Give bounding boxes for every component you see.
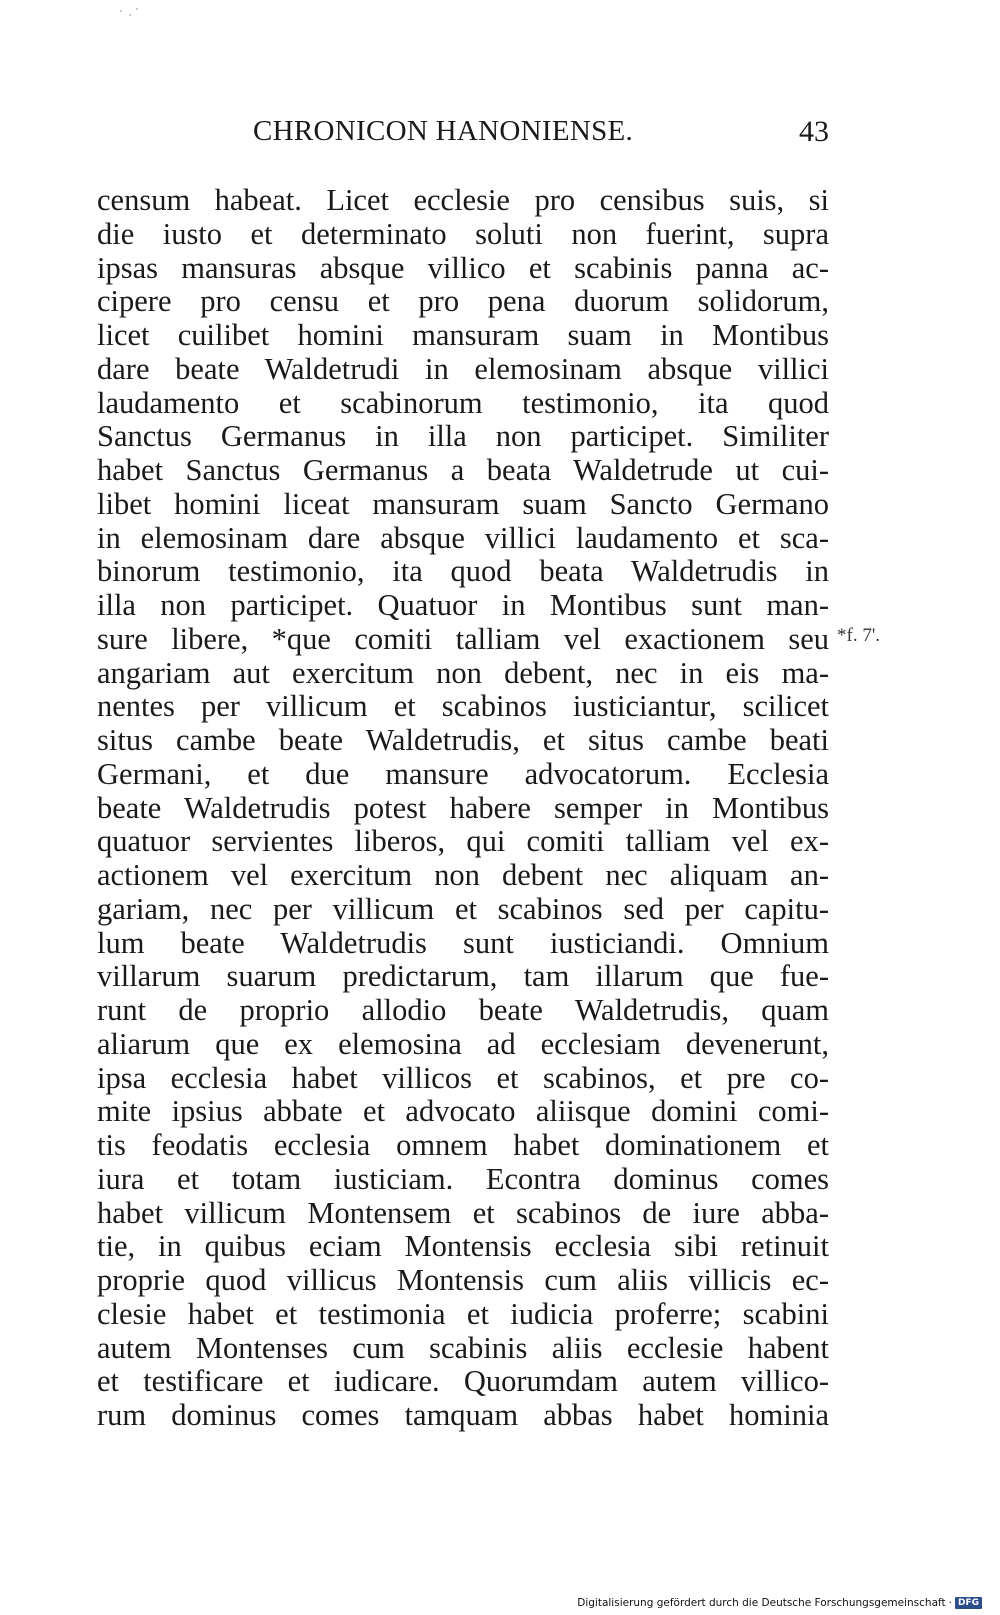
- text-line: in elemosinam dare absque villici laudamento et sca-: [97, 520, 829, 555]
- text-line: mite ipsius abbate et advocato aliisque domini comi-: [97, 1094, 829, 1129]
- text-line: aliarum que ex elemosina ad ecclesiam devenerunt,: [97, 1026, 829, 1061]
- text-line: angariam aut exercitum non debent, nec in eis ma-: [97, 655, 829, 690]
- text-line: tis feodatis ecclesia omnem habet dominationem et: [97, 1128, 829, 1162]
- text-line: situs cambe beate Waldetrudis, et situs cambe beati: [97, 723, 829, 757]
- text-line: cipere pro censu et pro pena duorum solidorum,: [97, 284, 829, 319]
- text-line: Sanctus Germanus in illa non participet. Similiter: [97, 419, 829, 454]
- text-line: gariam, nec per villicum et scabinos sed per capitu-: [97, 891, 829, 926]
- text-line: illa non participet. Quatuor in Montibus sunt man-: [97, 588, 829, 622]
- page-number: 43: [799, 115, 829, 148]
- text-line: habet villicum Montensem et scabinos de iure abba-: [97, 1195, 829, 1230]
- text-line: clesie habet et testimonia et iudicia proferre; scabini: [97, 1296, 829, 1331]
- text-line: censum habeat. Licet ecclesie pro censibus suis, si: [97, 183, 829, 217]
- text-line: nentes per villicum et scabinos iusticiantur, scilicet: [97, 689, 829, 724]
- footer-credit-text: Digitalisierung gefördert durch die Deutsche Forschungsgemeinschaft: [577, 1597, 946, 1609]
- text-line: dare beate Waldetrudi in elemosinam absque villici: [97, 351, 829, 386]
- text-line: Germani, et due mansure advocatorum. Ecclesia: [97, 756, 829, 791]
- footer-credit: [577, 1597, 982, 1609]
- text-line: die iusto et determinato soluti non fuerint, supra: [97, 216, 829, 251]
- text-line: ipsa ecclesia habet villicos et scabinos, et pre co-: [97, 1060, 829, 1095]
- dfg-logo-icon: DFG: [955, 1597, 982, 1609]
- text-line: beate Waldetrudis potest habere semper in Montibus: [97, 790, 829, 825]
- text-line: libet homini liceat mansuram suam Sancto Germano: [97, 486, 829, 521]
- text-line: laudamento et scabinorum testimonio, ita quod: [97, 385, 829, 420]
- text-line: proprie quod villicus Montensis cum aliis villicis ec-: [97, 1263, 829, 1297]
- text-line: ipsas mansuras absque villico et scabinis panna ac-: [97, 250, 829, 285]
- margin-note: *f. 7'.: [837, 625, 881, 646]
- text-line: rum dominus comes tamquam abbas habet hominia: [97, 1398, 829, 1432]
- text-line: binorum testimonio, ita quod beata Waldetrudis in: [97, 554, 829, 589]
- text-line: iura et totam iusticiam. Econtra dominus comes: [97, 1161, 829, 1196]
- text-line: villarum suarum predictarum, tam illarum que fue-: [97, 959, 829, 994]
- text-line: lum beate Waldetrudis sunt iusticiandi. Omnium: [97, 925, 829, 960]
- text-line: tie, in quibus eciam Montensis ecclesia sibi retinuit: [97, 1229, 829, 1264]
- body-text: [97, 184, 829, 1433]
- text-line: quatuor servientes liberos, qui comiti talliam vel ex-: [97, 824, 829, 859]
- footer-separator: ·: [948, 1597, 952, 1609]
- page-header: [97, 115, 829, 159]
- running-title: CHRONICON HANONIENSE.: [253, 115, 634, 147]
- text-line: autem Montenses cum scabinis aliis ecclesie habent: [97, 1330, 829, 1365]
- text-line: et testificare et iudicare. Quorumdam autem villico-: [97, 1364, 829, 1399]
- scan-specks: [120, 8, 140, 18]
- text-line: runt de proprio allodio beate Waldetrudis, quam: [97, 993, 829, 1027]
- text-line: habet Sanctus Germanus a beata Waldetrude ut cui-: [97, 453, 829, 487]
- text-line: actionem vel exercitum non debent nec aliquam an-: [97, 858, 829, 892]
- text-line: licet cuilibet homini mansuram suam in Montibus: [97, 318, 829, 352]
- text-line: sure libere, *que comiti talliam vel exactionem seu: [97, 621, 829, 656]
